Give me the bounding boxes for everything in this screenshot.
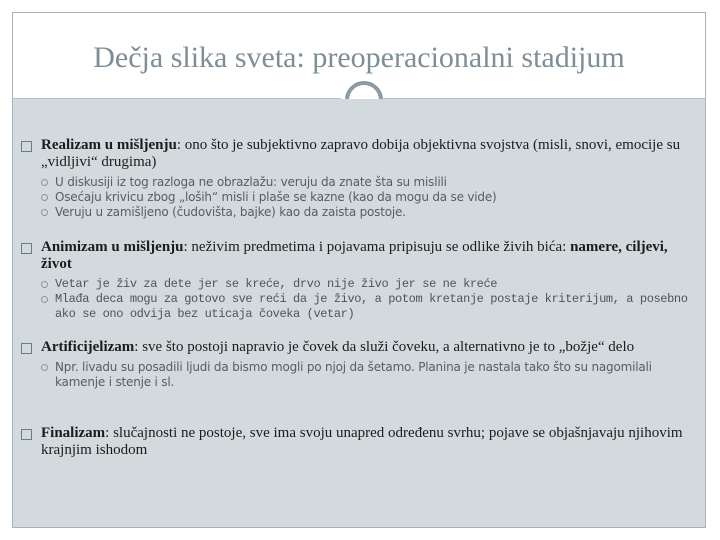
square-bullet-icon	[21, 243, 32, 254]
bullet-finalizam	[21, 425, 691, 459]
sub-bullet-text: Osećaju krivicu zbog „loših“ misli i plaše se kazne (kao da mogu da se vide)	[55, 190, 497, 204]
square-bullet-icon	[21, 141, 32, 152]
circle-bullet-icon	[41, 364, 48, 371]
sub-bullet-text: Vetar je živ za dete jer se kreće, drvo nije živo jer se ne kreće	[55, 277, 498, 291]
bullet-desc: : ono što je subjektivno zapravo dobija objektivna svojstva (misli, snovi, emocije su „vidljivi“ drugima)	[41, 137, 681, 170]
bullet-desc: : slučajnosti ne postoje, sve ima svoju unapred određenu svrhu; pojave se objašnjavaju njihovim krajnjim ishodom	[41, 425, 683, 458]
bullet-desc: : neživim predmetima i pojavama pripisuju se odlike živih bića:	[183, 239, 571, 255]
bullet-realizam	[21, 137, 691, 220]
bullet-artificijelizam	[21, 339, 691, 390]
sub-bullet	[41, 190, 691, 205]
bullet-term: Animizam u mišljenju	[41, 239, 184, 255]
circle-bullet-icon	[41, 194, 48, 201]
square-bullet-icon	[21, 343, 32, 354]
bullet-text	[41, 239, 691, 273]
bullet-desc: : sve što postoji napravio je čovek da služi čoveku, a alternativno je to „božje“ delo	[134, 339, 635, 355]
circle-bullet-icon	[41, 296, 48, 303]
slide-title: Dečja slika sveta: preoperacionalni stadijum	[93, 41, 625, 74]
bullet-term: Finalizam	[41, 425, 106, 441]
bullet-text	[41, 137, 691, 171]
sub-bullet	[41, 175, 691, 190]
sub-bullet-text: U diskusiji iz tog razloga ne obrazlažu: veruju da znate šta su mislili	[55, 175, 447, 189]
sub-bullet-text: Mlađa deca mogu za gotovo sve reći da je živo, a potom kretanje postaje kriterijum, a posebno ako se ono odvija bez uticaja čoveka (vetar)	[55, 292, 688, 321]
circle-bullet-icon	[41, 179, 48, 186]
circle-bullet-icon	[41, 281, 48, 288]
sub-bullet	[41, 277, 691, 292]
bullet-text	[41, 425, 691, 459]
bullet-term: Artificijelizam	[41, 339, 135, 355]
slide-frame	[12, 12, 706, 528]
square-bullet-icon	[21, 429, 32, 440]
circle-bullet-icon	[41, 209, 48, 216]
bullet-animizam	[21, 239, 691, 322]
sub-bullet-text: Veruju u zamišljeno (čudovišta, bajke) kao da zaista postoje.	[55, 205, 406, 219]
sub-bullet	[41, 205, 691, 220]
slide-body	[13, 99, 705, 527]
bullet-term-secondary: namere, ciljevi, život	[41, 239, 668, 272]
sub-bullet-text: Npr. livadu su posadili ljudi da bismo mogli po njoj da šetamo. Planina je nastala tako što su nagomilali kamenje i stenje i sl.	[55, 360, 652, 389]
sub-bullet	[41, 360, 691, 390]
bullet-term: Realizam u mišljenju	[41, 137, 177, 153]
bullet-text	[41, 339, 634, 356]
sub-bullet	[41, 292, 691, 322]
